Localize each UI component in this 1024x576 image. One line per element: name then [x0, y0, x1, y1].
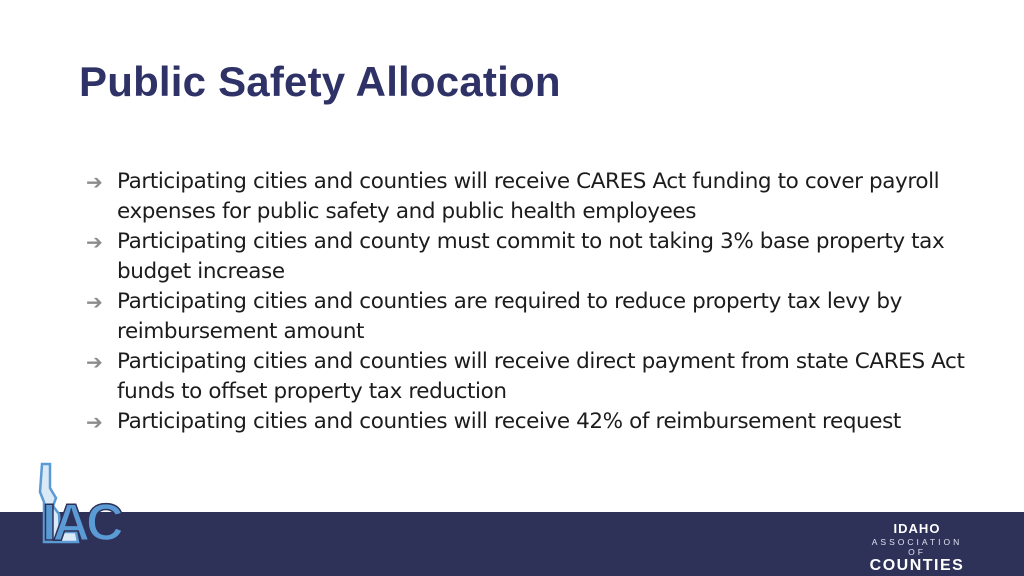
bullet-text: Participating cities and counties are required to reduce property tax levy by reimbursement amount [117, 289, 902, 344]
org-wordmark [862, 521, 972, 575]
bullet-text: Participating cities and county must commit to not taking 3% base property tax budget increase [117, 229, 945, 284]
org-line-counties: COUNTIES [869, 557, 965, 574]
bullet-list [86, 167, 966, 437]
iac-logo [36, 462, 140, 554]
arrow-right-icon: ➔ [86, 230, 103, 254]
org-line-idaho: IDAHO [893, 521, 941, 536]
bullet-item [86, 287, 966, 347]
bullet-item [86, 407, 966, 437]
bullet-text: Participating cities and counties will receive 42% of reimbursement request [117, 409, 901, 434]
bullet-item [86, 227, 966, 287]
bullet-item [86, 347, 966, 407]
bullet-text: Participating cities and counties will receive direct payment from state CARES Act funds to offset property tax reduction [117, 349, 965, 404]
slide-title: Public Safety Allocation [79, 58, 561, 105]
bullet-text: Participating cities and counties will receive CARES Act funding to cover payroll expenses for public safety and public health employees [117, 169, 940, 224]
bullet-item [86, 167, 966, 227]
iac-logo-text: IAC [42, 494, 120, 552]
arrow-right-icon: ➔ [86, 410, 103, 434]
org-line-association: ASSOCIATION OF [871, 537, 963, 557]
arrow-right-icon: ➔ [86, 290, 103, 314]
arrow-right-icon: ➔ [86, 350, 103, 374]
arrow-right-icon: ➔ [86, 170, 103, 194]
